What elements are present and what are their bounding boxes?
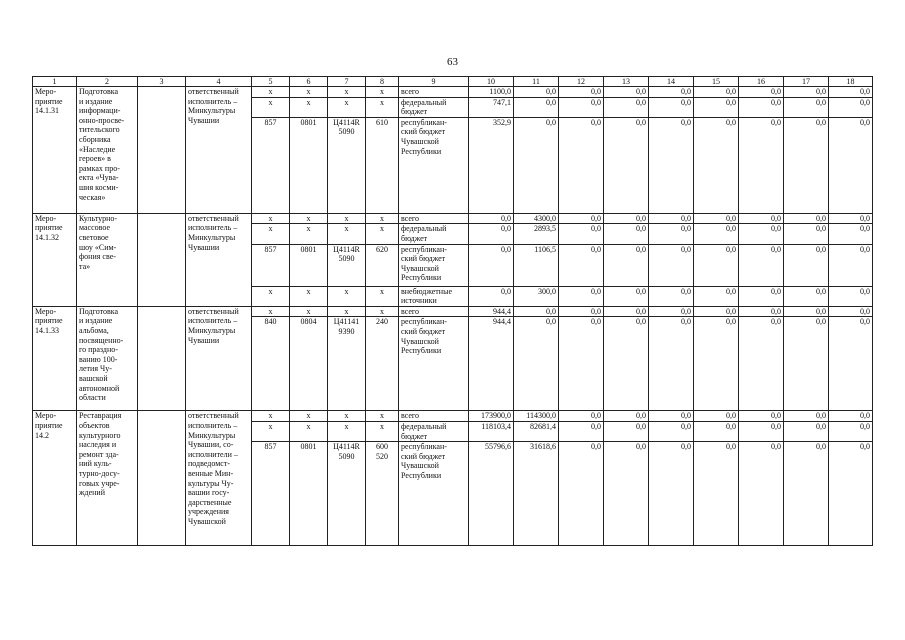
section-cell: x <box>290 87 328 98</box>
section-cell: 0801 <box>290 244 328 286</box>
expense-type-cell: x <box>366 411 399 422</box>
year-amount-cell: 0,0 <box>784 442 829 546</box>
year-amount-cell: 4300,0 <box>514 213 559 224</box>
year-amount-cell: 0,0 <box>829 286 873 306</box>
empty-cell <box>138 306 186 411</box>
year-amount-cell: 0,0 <box>649 213 694 224</box>
measure-code: Меро- приятие 14.1.31 <box>33 87 77 214</box>
table-row <box>33 213 873 224</box>
year-amount-cell: 0,0 <box>649 244 694 286</box>
year-amount-cell: 0,0 <box>784 306 829 317</box>
year-amount-cell: 0,0 <box>514 306 559 317</box>
column-number: 16 <box>739 77 784 87</box>
year-amount-cell: 173900,0 <box>469 411 514 422</box>
year-amount-cell: 0,0 <box>739 244 784 286</box>
year-amount-cell: 0,0 <box>559 87 604 98</box>
year-amount-cell: 0,0 <box>649 411 694 422</box>
target-article-cell: Ц41141 9390 <box>328 317 366 411</box>
year-amount-cell: 55796,6 <box>469 442 514 546</box>
column-number: 2 <box>77 77 138 87</box>
table-row <box>33 411 873 422</box>
expense-type-cell: x <box>366 213 399 224</box>
measure-code: Меро- приятие 14.1.32 <box>33 213 77 306</box>
grbs-cell: x <box>252 87 290 98</box>
funding-source-cell: всего <box>399 306 469 317</box>
year-amount-cell: 0,0 <box>559 244 604 286</box>
expense-type-cell: x <box>366 224 399 244</box>
year-amount-cell: 0,0 <box>829 244 873 286</box>
year-amount-cell: 0,0 <box>829 97 873 117</box>
year-amount-cell: 0,0 <box>784 244 829 286</box>
section-cell: x <box>290 286 328 306</box>
year-amount-cell: 0,0 <box>559 224 604 244</box>
year-amount-cell: 0,0 <box>784 117 829 213</box>
year-amount-cell: 0,0 <box>694 317 739 411</box>
target-article-cell: x <box>328 286 366 306</box>
year-amount-cell: 0,0 <box>604 117 649 213</box>
target-article-cell: x <box>328 97 366 117</box>
year-amount-cell: 0,0 <box>739 97 784 117</box>
section-cell: 0801 <box>290 117 328 213</box>
empty-cell <box>138 87 186 214</box>
year-amount-cell: 1106,5 <box>514 244 559 286</box>
funding-source-cell: всего <box>399 87 469 98</box>
measure-code: Меро- приятие 14.2 <box>33 411 77 546</box>
year-amount-cell: 0,0 <box>694 213 739 224</box>
year-amount-cell: 0,0 <box>559 421 604 441</box>
column-number: 12 <box>559 77 604 87</box>
year-amount-cell: 82681,4 <box>514 421 559 441</box>
column-number: 6 <box>290 77 328 87</box>
year-amount-cell: 0,0 <box>829 421 873 441</box>
column-number: 15 <box>694 77 739 87</box>
executor-cell: ответственный исполнитель – Минкультуры Чувашии <box>186 306 252 411</box>
year-amount-cell: 0,0 <box>694 411 739 422</box>
column-number: 14 <box>649 77 694 87</box>
target-article-cell: x <box>328 421 366 441</box>
year-amount-cell: 0,0 <box>694 97 739 117</box>
year-amount-cell: 0,0 <box>559 442 604 546</box>
year-amount-cell: 0,0 <box>514 117 559 213</box>
year-amount-cell: 0,0 <box>559 317 604 411</box>
grbs-cell: x <box>252 286 290 306</box>
year-amount-cell: 0,0 <box>739 224 784 244</box>
year-amount-cell: 0,0 <box>829 117 873 213</box>
measure-code: Меро- приятие 14.1.33 <box>33 306 77 411</box>
expense-type-cell: 600 520 <box>366 442 399 546</box>
funding-source-cell: внебюджетные источники <box>399 286 469 306</box>
year-amount-cell: 0,0 <box>604 97 649 117</box>
column-number: 11 <box>514 77 559 87</box>
expense-type-cell: x <box>366 286 399 306</box>
year-amount-cell: 944,4 <box>469 317 514 411</box>
measure-name: Подготовка и издание альбома, посвященно- го праздно- ванию 100- летия Чу- вашской автономной области <box>77 306 138 411</box>
column-number: 7 <box>328 77 366 87</box>
year-amount-cell: 0,0 <box>604 411 649 422</box>
funding-source-cell: республикан- ский бюджет Чувашской Республики <box>399 244 469 286</box>
target-article-cell: Ц4114R 5090 <box>328 117 366 213</box>
expense-type-cell: x <box>366 306 399 317</box>
year-amount-cell: 0,0 <box>829 442 873 546</box>
year-amount-cell: 0,0 <box>604 224 649 244</box>
funding-source-cell: всего <box>399 411 469 422</box>
grbs-cell: x <box>252 306 290 317</box>
empty-cell <box>138 411 186 546</box>
year-amount-cell: 0,0 <box>784 97 829 117</box>
year-amount-cell: 0,0 <box>469 244 514 286</box>
column-number: 3 <box>138 77 186 87</box>
grbs-cell: x <box>252 224 290 244</box>
year-amount-cell: 0,0 <box>559 213 604 224</box>
year-amount-cell: 0,0 <box>784 213 829 224</box>
measure-name: Культурно- массовое световое шоу «Сим- фония све- та» <box>77 213 138 306</box>
year-amount-cell: 0,0 <box>784 421 829 441</box>
page-number: 63 <box>447 56 458 68</box>
year-amount-cell: 0,0 <box>739 117 784 213</box>
year-amount-cell: 0,0 <box>604 286 649 306</box>
section-cell: x <box>290 421 328 441</box>
year-amount-cell: 31618,6 <box>514 442 559 546</box>
year-amount-cell: 0,0 <box>694 421 739 441</box>
year-amount-cell: 0,0 <box>784 286 829 306</box>
year-amount-cell: 0,0 <box>739 317 784 411</box>
target-article-cell: Ц4114R 5090 <box>328 244 366 286</box>
year-amount-cell: 352,9 <box>469 117 514 213</box>
year-amount-cell: 118103,4 <box>469 421 514 441</box>
year-amount-cell: 0,0 <box>784 317 829 411</box>
target-article-cell: x <box>328 306 366 317</box>
expense-type-cell: x <box>366 97 399 117</box>
column-number: 18 <box>829 77 873 87</box>
grbs-cell: x <box>252 411 290 422</box>
grbs-cell: 857 <box>252 244 290 286</box>
year-amount-cell: 0,0 <box>739 411 784 422</box>
year-amount-cell: 2893,5 <box>514 224 559 244</box>
table-row <box>33 87 873 98</box>
section-cell: x <box>290 411 328 422</box>
executor-cell: ответственный исполнитель – Минкультуры Чувашии, со- исполнители – подведомст- венные Мин- культуры Чу- вашии госу- дарственные учреждения Чувашской <box>186 411 252 546</box>
year-amount-cell: 0,0 <box>829 87 873 98</box>
funding-source-cell: федеральный бюджет <box>399 421 469 441</box>
target-article-cell: x <box>328 224 366 244</box>
year-amount-cell: 0,0 <box>694 306 739 317</box>
year-amount-cell: 0,0 <box>604 442 649 546</box>
column-number: 4 <box>186 77 252 87</box>
year-amount-cell: 0,0 <box>829 224 873 244</box>
column-number: 10 <box>469 77 514 87</box>
measure-name: Реставрация объектов культурного наследия и ремонт зда- ний куль- турно-досу- говых учре- ждений <box>77 411 138 546</box>
funding-source-cell: всего <box>399 213 469 224</box>
column-number-row <box>33 77 873 87</box>
year-amount-cell: 0,0 <box>694 87 739 98</box>
year-amount-cell: 0,0 <box>739 213 784 224</box>
grbs-cell: 857 <box>252 117 290 213</box>
year-amount-cell: 0,0 <box>739 87 784 98</box>
year-amount-cell: 0,0 <box>559 286 604 306</box>
expense-type-cell: x <box>366 87 399 98</box>
year-amount-cell: 0,0 <box>739 442 784 546</box>
section-cell: x <box>290 97 328 117</box>
year-amount-cell: 0,0 <box>604 306 649 317</box>
year-amount-cell: 0,0 <box>739 421 784 441</box>
executor-cell: ответственный исполнитель – Минкультуры Чувашии <box>186 87 252 214</box>
year-amount-cell: 0,0 <box>649 117 694 213</box>
year-amount-cell: 0,0 <box>649 224 694 244</box>
grbs-cell: 857 <box>252 442 290 546</box>
year-amount-cell: 0,0 <box>604 244 649 286</box>
year-amount-cell: 300,0 <box>514 286 559 306</box>
table-row <box>33 306 873 317</box>
grbs-cell: x <box>252 213 290 224</box>
year-amount-cell: 1100,0 <box>469 87 514 98</box>
column-number: 8 <box>366 77 399 87</box>
year-amount-cell: 0,0 <box>604 421 649 441</box>
year-amount-cell: 0,0 <box>649 306 694 317</box>
column-number: 5 <box>252 77 290 87</box>
year-amount-cell: 0,0 <box>469 213 514 224</box>
funding-source-cell: республикан- ский бюджет Чувашской Республики <box>399 117 469 213</box>
year-amount-cell: 0,0 <box>604 87 649 98</box>
expense-type-cell: x <box>366 421 399 441</box>
executor-cell: ответственный исполнитель – Минкультуры Чувашии <box>186 213 252 306</box>
year-amount-cell: 0,0 <box>649 421 694 441</box>
year-amount-cell: 0,0 <box>514 87 559 98</box>
year-amount-cell: 0,0 <box>559 306 604 317</box>
target-article-cell: x <box>328 411 366 422</box>
funding-source-cell: федеральный бюджет <box>399 97 469 117</box>
column-number: 1 <box>33 77 77 87</box>
grbs-cell: x <box>252 421 290 441</box>
year-amount-cell: 0,0 <box>559 411 604 422</box>
year-amount-cell: 0,0 <box>694 244 739 286</box>
target-article-cell: x <box>328 213 366 224</box>
section-cell: x <box>290 213 328 224</box>
column-number: 13 <box>604 77 649 87</box>
year-amount-cell: 0,0 <box>739 306 784 317</box>
section-cell: x <box>290 306 328 317</box>
expense-type-cell: 610 <box>366 117 399 213</box>
year-amount-cell: 0,0 <box>469 286 514 306</box>
year-amount-cell: 0,0 <box>649 317 694 411</box>
measure-name: Подготовка и издание информаци- онно-просве- тительского сборника «Наследие героев» в рамках про- екта «Чува- шия косми- ческая» <box>77 87 138 214</box>
year-amount-cell: 0,0 <box>649 97 694 117</box>
year-amount-cell: 0,0 <box>649 87 694 98</box>
year-amount-cell: 0,0 <box>784 87 829 98</box>
funding-source-cell: республикан- ский бюджет Чувашской Республики <box>399 317 469 411</box>
year-amount-cell: 0,0 <box>829 317 873 411</box>
expense-type-cell: 240 <box>366 317 399 411</box>
year-amount-cell: 0,0 <box>469 224 514 244</box>
year-amount-cell: 944,4 <box>469 306 514 317</box>
column-number: 9 <box>399 77 469 87</box>
year-amount-cell: 0,0 <box>514 97 559 117</box>
year-amount-cell: 0,0 <box>604 213 649 224</box>
year-amount-cell: 0,0 <box>694 224 739 244</box>
target-article-cell: x <box>328 87 366 98</box>
year-amount-cell: 0,0 <box>739 286 784 306</box>
year-amount-cell: 0,0 <box>649 442 694 546</box>
year-amount-cell: 0,0 <box>604 317 649 411</box>
year-amount-cell: 0,0 <box>829 306 873 317</box>
section-cell: 0801 <box>290 442 328 546</box>
year-amount-cell: 0,0 <box>829 411 873 422</box>
year-amount-cell: 0,0 <box>694 117 739 213</box>
budget-table <box>32 76 873 546</box>
section-cell: 0804 <box>290 317 328 411</box>
year-amount-cell: 747,1 <box>469 97 514 117</box>
year-amount-cell: 0,0 <box>559 97 604 117</box>
column-number: 17 <box>784 77 829 87</box>
funding-source-cell: федеральный бюджет <box>399 224 469 244</box>
expense-type-cell: 620 <box>366 244 399 286</box>
year-amount-cell: 114300,0 <box>514 411 559 422</box>
year-amount-cell: 0,0 <box>559 117 604 213</box>
year-amount-cell: 0,0 <box>694 286 739 306</box>
empty-cell <box>138 213 186 306</box>
target-article-cell: Ц4114R 5090 <box>328 442 366 546</box>
year-amount-cell: 0,0 <box>784 224 829 244</box>
funding-source-cell: республикан- ский бюджет Чувашской Республики <box>399 442 469 546</box>
section-cell: x <box>290 224 328 244</box>
grbs-cell: 840 <box>252 317 290 411</box>
year-amount-cell: 0,0 <box>784 411 829 422</box>
year-amount-cell: 0,0 <box>829 213 873 224</box>
grbs-cell: x <box>252 97 290 117</box>
year-amount-cell: 0,0 <box>514 317 559 411</box>
year-amount-cell: 0,0 <box>694 442 739 546</box>
year-amount-cell: 0,0 <box>649 286 694 306</box>
